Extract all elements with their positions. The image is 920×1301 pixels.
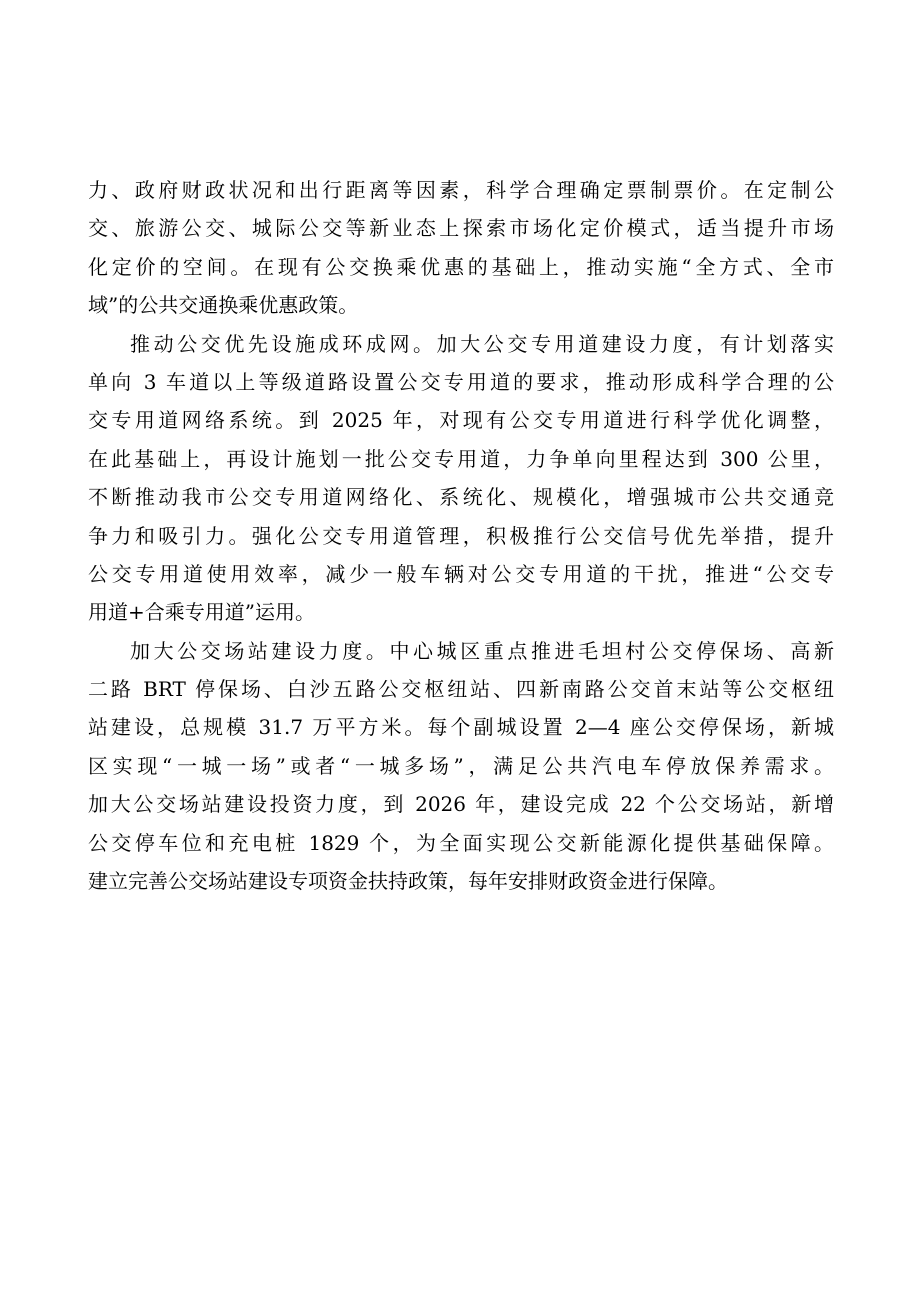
text-line: 站建设，总规模 31.7 万平方米。每个副城设置 2—4 座公交停保场，新城 <box>88 715 834 740</box>
text-line: 加大公交场站建设力度。中心城区重点推进毛坦村公交停保场、高新 <box>130 638 834 663</box>
text-line: 公交专用道使用效率，减少一般车辆对公交专用道的干扰，推进“公交专 <box>88 561 834 586</box>
text-line: 区实现“一城一场”或者“一城多场”，满足公共汽电车停放保养需求。 <box>88 753 834 778</box>
text-line: 力、政府财政状况和出行距离等因素，科学合理确定票制票价。在定制公 <box>88 178 834 202</box>
text-line: 不断推动我市公交专用道网络化、系统化、规模化，增强城市公共交通竞 <box>88 485 834 510</box>
text-line: 推动公交优先设施成环成网。加大公交专用道建设力度，有计划落实 <box>130 331 834 356</box>
text-line: 公交停车位和充电桩 1829 个，为全面实现公交新能源化提供基础保障。 <box>88 830 834 855</box>
text-line: 在此基础上，再设计施划一批公交专用道，力争单向里程达到 300 公里， <box>88 446 834 471</box>
text-line: 交、旅游公交、城际公交等新业态上探索市场化定价模式，适当提升市场 <box>88 216 834 241</box>
text-line: 用道+合乘专用道”运用。 <box>88 600 315 625</box>
text-line: 争力和吸引力。强化公交专用道管理，积极推行公交信号优先举措，提升 <box>88 523 834 548</box>
text-line: 单向 3 车道以上等级道路设置公交专用道的要求，推动形成科学合理的公 <box>88 369 834 394</box>
text-line: 域”的公共交通换乘优惠政策。 <box>88 293 359 318</box>
text-line: 加大公交场站建设投资力度，到 2026 年，建设完成 22 个公交场站，新增 <box>88 792 834 817</box>
text-line: 交专用道网络系统。到 2025 年，对现有公交专用道进行科学优化调整， <box>88 408 834 433</box>
document-body <box>88 171 834 900</box>
text-line: 建立完善公交场站建设专项资金扶持政策，每年安排财政资金进行保障。 <box>88 869 728 894</box>
paragraph-bus-lanes <box>88 325 834 632</box>
text-line: 二路 BRT 停保场、白沙五路公交枢纽站、四新南路公交首末站等公交枢纽 <box>88 677 834 702</box>
paragraph-fare-policy <box>88 171 834 325</box>
text-line: 化定价的空间。在现有公交换乘优惠的基础上，推动实施“全方式、全市 <box>88 254 834 279</box>
paragraph-bus-stations <box>88 632 834 901</box>
